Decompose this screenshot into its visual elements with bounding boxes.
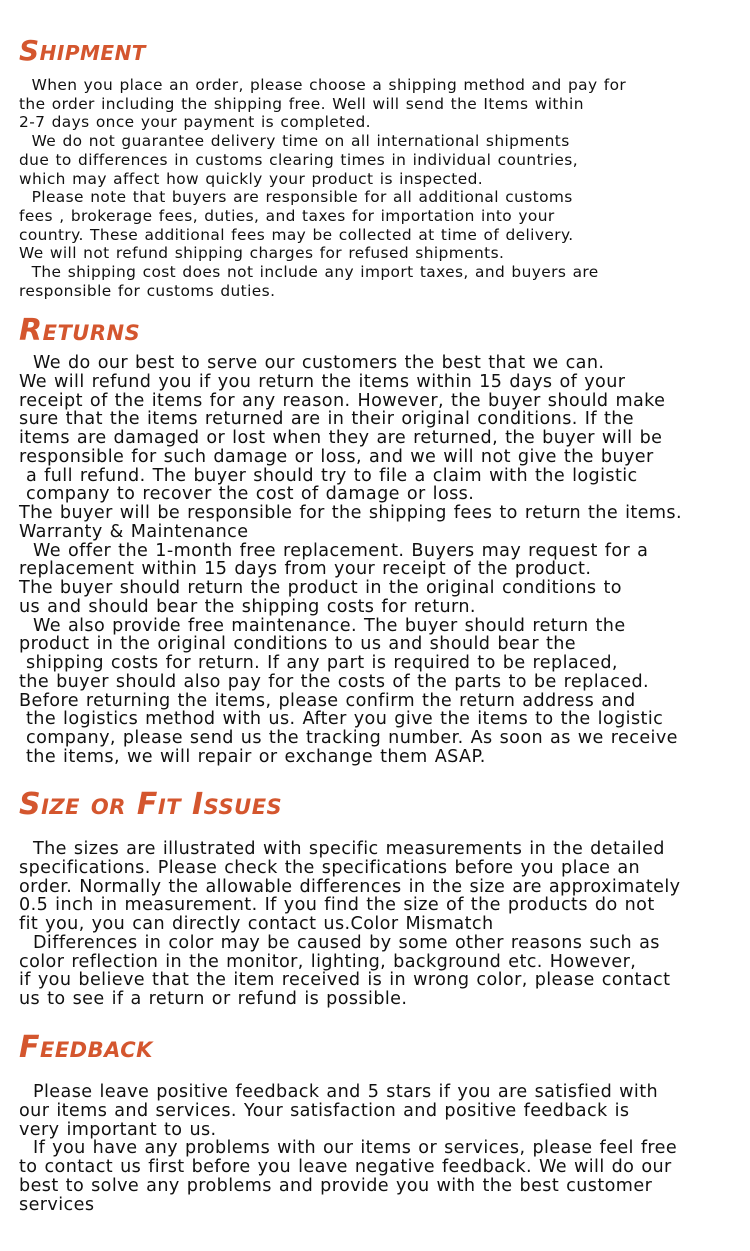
shipment-line: We will not refund shipping charges for refused shipments. <box>19 244 505 263</box>
feedback-line: to contact us first before you leave negative feedback. We will do our <box>19 1157 672 1177</box>
size-heading: Size or Fit Issues <box>19 787 283 822</box>
shipment-line: responsible for customs duties. <box>19 281 276 300</box>
shipment-line: due to differences in customs clearing times in individual countries, <box>19 150 578 169</box>
returns-heading: Returns <box>19 313 141 348</box>
shipment-line: When you place an order, please choose a shipping method and pay for <box>19 76 627 94</box>
returns-line: us and should bear the shipping costs for return. <box>19 596 476 617</box>
size-line: Differences in color may be caused by some other reasons such as <box>19 932 660 953</box>
feedback-line: Please leave positive feedback and 5 stars if you are satisfied with <box>19 1082 659 1102</box>
feedback-line: If you have any problems with our items or services, please feel free <box>19 1138 678 1159</box>
feedback-body <box>19 1083 747 1214</box>
returns-section <box>19 313 747 767</box>
returns-line: the buyer should also pay for the costs of the parts to be replaced. <box>19 671 650 692</box>
returns-line: We offer the 1-month free replacement. Buyers may request for a <box>19 540 649 561</box>
shipment-heading: Shipment <box>19 34 146 67</box>
returns-line: Before returning the items, please confirm the return address and <box>19 690 636 711</box>
shipment-line: The shipping cost does not include any import taxes, and buyers are <box>19 263 599 282</box>
returns-line: the items, we will repair or exchange them ASAP. <box>19 746 486 767</box>
shipment-section <box>19 36 747 300</box>
size-line: fit you, you can directly contact us.Color Mismatch <box>19 914 494 934</box>
feedback-line: our items and services. Your satisfaction and positive feedback is <box>19 1100 630 1121</box>
warranty-subheading: Warranty & Maintenance <box>19 521 249 542</box>
returns-line: items are damaged or lost when they are returned, the buyer will be <box>19 428 663 448</box>
shipment-line: We do not guarantee delivery time on all international shipments <box>19 132 570 151</box>
shipment-line: which may affect how quickly your product is inspected. <box>19 169 484 188</box>
shipment-line: the order including the shipping free. Well will send the Items within <box>19 94 584 113</box>
returns-line: sure that the items returned are in their original conditions. If the <box>19 409 635 430</box>
feedback-line: services <box>19 1194 95 1215</box>
feedback-line: very important to us. <box>19 1119 217 1140</box>
size-line: order. Normally the allowable differences in the size are approximately <box>19 876 681 897</box>
shipment-body <box>19 76 747 300</box>
size-section <box>19 787 747 1009</box>
returns-line: shipping costs for return. If any part is required to be replaced, <box>19 653 618 673</box>
feedback-line: best to solve any problems and provide you with the best customer <box>19 1175 653 1196</box>
shipment-line: 2-7 days once your payment is completed. <box>19 113 371 132</box>
returns-line: company to recover the cost of damage or loss. <box>19 484 475 505</box>
returns-line: the logistics method with us. After you give the items to the logistic <box>19 709 664 730</box>
size-line: if you believe that the item received is in wrong color, please contact <box>19 970 671 991</box>
returns-line: The buyer will be responsible for the shipping fees to return the items. <box>19 503 682 523</box>
returns-line: We will refund you if you return the items within 15 days of your <box>19 371 626 392</box>
feedback-section <box>19 1030 747 1215</box>
returns-line: company, please send us the tracking number. As soon as we receive <box>19 728 678 748</box>
size-line: 0.5 inch in measurement. If you find the size of the products do not <box>19 895 655 916</box>
returns-line: We also provide free maintenance. The buyer should return the <box>19 615 626 636</box>
size-line: color reflection in the monitor, lighting, background etc. However, <box>19 951 637 972</box>
returns-line: replacement within 15 days from your receipt of the product. <box>19 559 592 580</box>
returns-line: receipt of the items for any reason. However, the buyer should make <box>19 390 666 411</box>
returns-line: responsible for such damage or loss, and we will not give the buyer <box>19 446 654 467</box>
returns-line: We do our best to serve our customers the best that we can. <box>19 353 605 373</box>
returns-line: The buyer should return the product in the original conditions to <box>19 578 622 598</box>
size-body <box>19 840 747 1009</box>
shipment-line: fees , brokerage fees, duties, and taxes for importation into your <box>19 206 555 225</box>
size-line: The sizes are illustrated with specific measurements in the detailed <box>19 839 665 859</box>
returns-line: a full refund. The buyer should try to file a claim with the logistic <box>19 465 638 486</box>
shipment-line: country. These additional fees may be collected at time of delivery. <box>19 225 574 244</box>
feedback-heading: Feedback <box>19 1030 153 1065</box>
size-line: specifications. Please check the specifications before you place an <box>19 857 641 878</box>
size-line: us to see if a return or refund is possible. <box>19 989 408 1009</box>
returns-line: product in the original conditions to us and should bear the <box>19 634 577 655</box>
returns-body <box>19 354 747 767</box>
shipment-line: Please note that buyers are responsible for all additional customs <box>19 188 573 207</box>
